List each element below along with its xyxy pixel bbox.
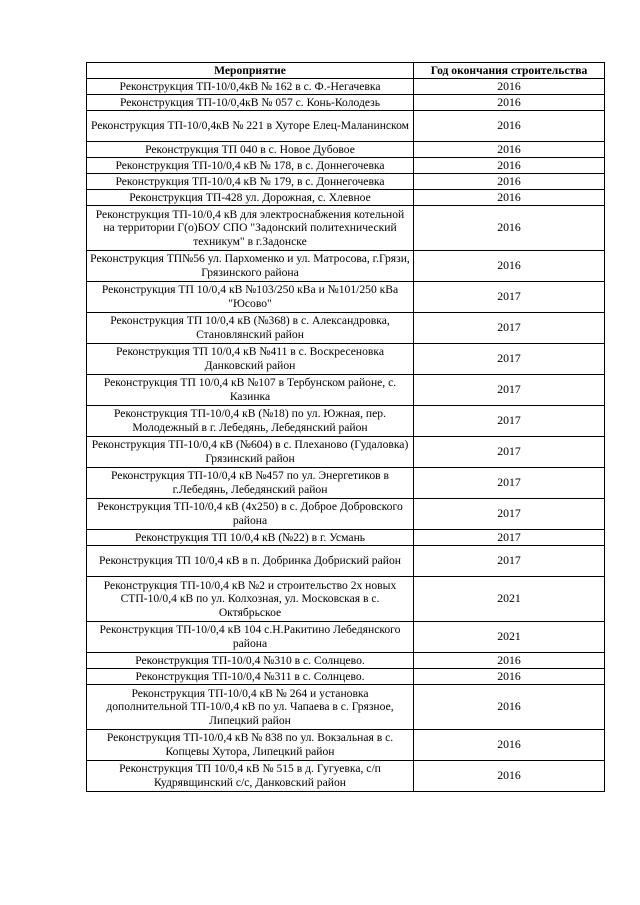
event-cell: Реконструкция ТП 10/0,4 кВ №411 в с. Воскресеновка Данковский район <box>87 344 414 375</box>
year-cell: 2017 <box>414 282 605 313</box>
table-row <box>87 206 605 251</box>
year-cell: 2016 <box>414 158 605 174</box>
year-cell: 2016 <box>414 190 605 206</box>
event-cell: Реконструкция ТП-10/0,4 кВ № 179, в с. Доннегочевка <box>87 174 414 190</box>
event-cell: Реконструкция ТП№56 ул. Пархоменко и ул. Матросова, г.Грязи, Грязинского района <box>87 251 414 282</box>
table-row <box>87 685 605 730</box>
year-cell: 2016 <box>414 206 605 251</box>
event-cell: Реконструкция ТП-428 ул. Дорожная, с. Хлевное <box>87 190 414 206</box>
event-cell: Реконструкция ТП-10/0,4 кВ для электроснабжения котельной на территории Г(о)БОУ СПО "Задонский политехнический техникум" в г.Задонске <box>87 206 414 251</box>
table-row <box>87 669 605 685</box>
year-cell: 2016 <box>414 95 605 111</box>
event-cell: Реконструкция ТП 10/0,4 кВ №103/250 кВа и №101/250 кВа "Юсово" <box>87 282 414 313</box>
year-cell: 2016 <box>414 251 605 282</box>
table-row <box>87 730 605 761</box>
table-row <box>87 282 605 313</box>
table-row <box>87 79 605 95</box>
event-cell: Реконструкция ТП 040 в с. Новое Дубовое <box>87 142 414 158</box>
table-row <box>87 530 605 546</box>
table-row <box>87 577 605 622</box>
event-cell: Реконструкция ТП 10/0,4 кВ №107 в Тербунском районе, с. Казинка <box>87 375 414 406</box>
table-row <box>87 622 605 653</box>
header-year: Год окончания строительства <box>414 63 605 79</box>
table-row <box>87 142 605 158</box>
table-row <box>87 95 605 111</box>
event-cell: Реконструкция ТП-10/0,4 кВ №457 по ул. Энергетиков в г.Лебедянь, Лебедянский район <box>87 468 414 499</box>
year-cell: 2016 <box>414 111 605 142</box>
table-row <box>87 406 605 437</box>
event-cell: Реконструкция ТП 10/0,4 кВ (№22) в г. Усмань <box>87 530 414 546</box>
table-row <box>87 546 605 577</box>
table-body <box>87 79 605 792</box>
year-cell: 2021 <box>414 577 605 622</box>
event-cell: Реконструкция ТП-10/0,4кВ № 057 с. Конь-Колодезь <box>87 95 414 111</box>
event-cell: Реконструкция ТП-10/0,4 кВ (4х250) в с. Доброе Добровского района <box>87 499 414 530</box>
year-cell: 2016 <box>414 669 605 685</box>
event-cell: Реконструкция ТП-10/0,4 кВ № 838 по ул. Вокзальная в с. Копцевы Хутора, Липецкий район <box>87 730 414 761</box>
year-cell: 2016 <box>414 685 605 730</box>
year-cell: 2016 <box>414 174 605 190</box>
year-cell: 2017 <box>414 344 605 375</box>
year-cell: 2016 <box>414 730 605 761</box>
table-row <box>87 653 605 669</box>
event-cell: Реконструкция ТП-10/0,4 кВ 104 с.Н.Ракитино Лебедянского района <box>87 622 414 653</box>
event-cell: Реконструкция ТП-10/0,4 кВ № 178, в с. Доннегочевка <box>87 158 414 174</box>
table-row <box>87 190 605 206</box>
table-row <box>87 761 605 792</box>
year-cell: 2016 <box>414 761 605 792</box>
event-cell: Реконструкция ТП-10/0,4 кВ № 264 и установка дополнительной ТП-10/0,4 кВ по ул. Чапаева в с. Грязное, Липецкий район <box>87 685 414 730</box>
table-row <box>87 158 605 174</box>
year-cell: 2017 <box>414 406 605 437</box>
event-cell: Реконструкция ТП-10/0,4кВ № 221 в Хуторе Елец-Маланинском <box>87 111 414 142</box>
year-cell: 2017 <box>414 546 605 577</box>
year-cell: 2016 <box>414 653 605 669</box>
table-row <box>87 344 605 375</box>
table-row <box>87 313 605 344</box>
header-event: Мероприятие <box>87 63 414 79</box>
table-row <box>87 468 605 499</box>
year-cell: 2021 <box>414 622 605 653</box>
table-row <box>87 111 605 142</box>
year-cell: 2017 <box>414 468 605 499</box>
event-cell: Реконструкция ТП-10/0,4кВ № 162 в с. Ф.-Негачевка <box>87 79 414 95</box>
construction-table <box>86 62 605 792</box>
event-cell: Реконструкция ТП-10/0,4 №311 в с. Солнцево. <box>87 669 414 685</box>
year-cell: 2016 <box>414 142 605 158</box>
event-cell: Реконструкция ТП 10/0,4 кВ № 515 в д. Гугуевка, с/п Кудрявщинский с/с, Данковский район <box>87 761 414 792</box>
year-cell: 2017 <box>414 375 605 406</box>
event-cell: Реконструкция ТП-10/0,4 кВ (№18) по ул. Южная, пер. Молодежный в г. Лебедянь, Лебедянский район <box>87 406 414 437</box>
table-row <box>87 251 605 282</box>
year-cell: 2017 <box>414 313 605 344</box>
table-header-row <box>87 63 605 79</box>
table-row <box>87 437 605 468</box>
event-cell: Реконструкция ТП-10/0,4 кВ (№604) в с. Плеханово (Гудаловка) Грязинский район <box>87 437 414 468</box>
event-cell: Реконструкция ТП 10/0,4 кВ (№368) в с. Александровка, Становлянский район <box>87 313 414 344</box>
event-cell: Реконструкция ТП-10/0,4 №310 в с. Солнцево. <box>87 653 414 669</box>
table-row <box>87 375 605 406</box>
event-cell: Реконструкция ТП 10/0,4 кВ в п. Добринка Добриский район <box>87 546 414 577</box>
year-cell: 2017 <box>414 530 605 546</box>
event-cell: Реконструкция ТП-10/0,4 кВ №2 и строительство 2х новых СТП-10/0,4 кВ по ул. Колхозная, ул. Московская в с. Октябрьское <box>87 577 414 622</box>
year-cell: 2017 <box>414 499 605 530</box>
year-cell: 2017 <box>414 437 605 468</box>
table-row <box>87 499 605 530</box>
year-cell: 2016 <box>414 79 605 95</box>
table-row <box>87 174 605 190</box>
